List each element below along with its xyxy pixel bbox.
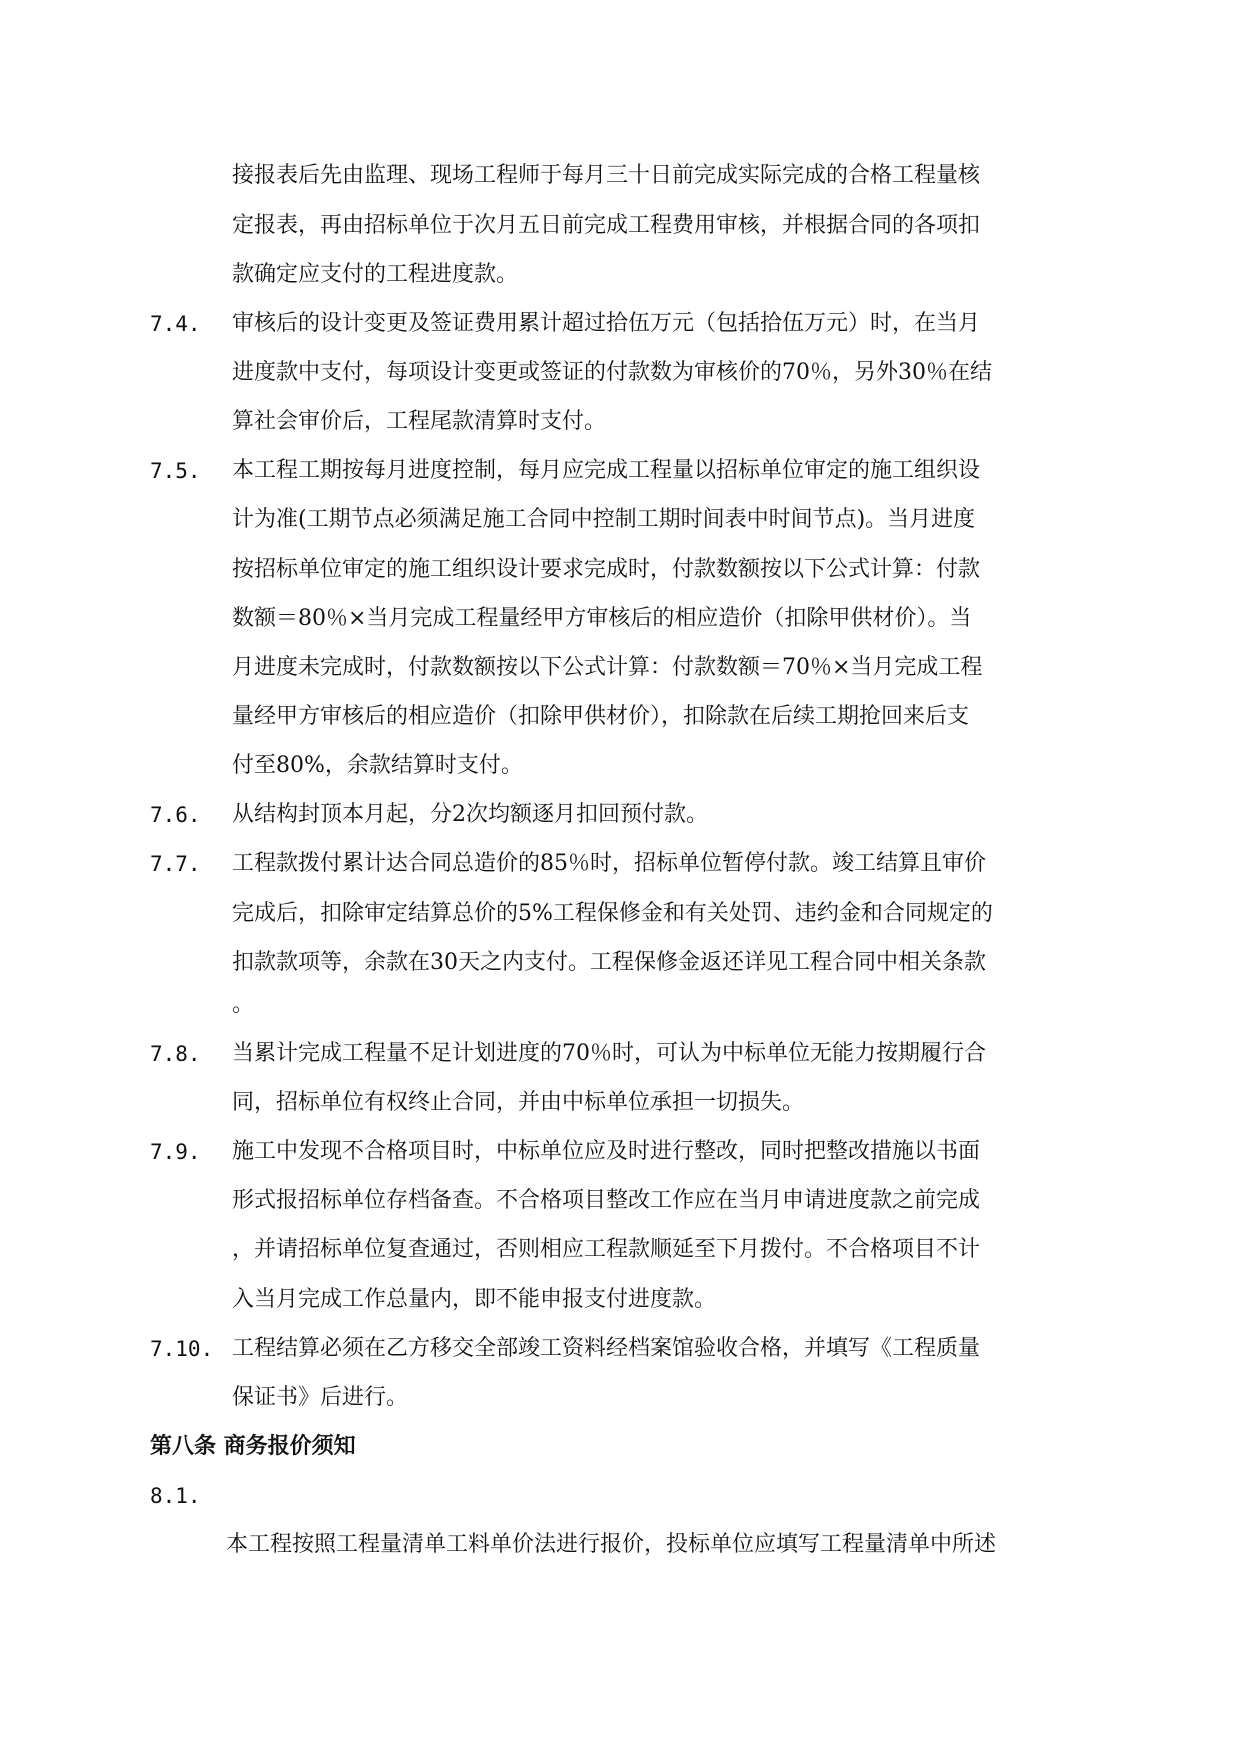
- clause-text-line: 月进度未完成时，付款数额按以下公式计算：付款数额＝70％×当月完成工程: [232, 655, 983, 680]
- clause-text-line: 算社会审价后，工程尾款清算时支付。: [232, 409, 607, 434]
- clause-text-line: 数额＝80％×当月完成工程量经甲方审核后的相应造价（扣除甲供材价）。当: [232, 606, 972, 631]
- clause-text-line: 计为准(工期节点必须满足施工合同中控制工期时间表中时间节点)。当月进度: [232, 507, 976, 532]
- clause-text-line: 同，招标单位有权终止合同，并由中标单位承担一切损失。: [232, 1090, 805, 1115]
- clause-number: 7.6.: [150, 803, 201, 827]
- section-heading: 第八条 商务报价须知: [150, 1434, 356, 1459]
- clause-number: 7.10.: [150, 1337, 214, 1361]
- clause-text-line: 付至80%，余款结算时支付。: [232, 753, 523, 778]
- clause-text-line: 本工程按照工程量清单工料单价法进行报价，投标单位应填写工程量清单中所述: [226, 1532, 997, 1557]
- clause-text-line: 。: [232, 992, 255, 1017]
- clause-text-line: 按招标单位审定的施工组织设计要求完成时，付款数额按以下公式计算：付款: [232, 557, 981, 582]
- clause-text-line: 保证书》后进行。: [232, 1385, 409, 1410]
- clause-text-line: 工程结算必须在乙方移交全部竣工资料经档案馆验收合格，并填写《工程质量: [232, 1336, 981, 1361]
- clause-number: 8.1.: [150, 1484, 201, 1508]
- clause-text-line: 入当月完成工作总量内，即不能申报支付进度款。: [232, 1287, 717, 1312]
- intro-line: 定报表，再由招标单位于次月五日前完成工程费用审核，并根据合同的各项扣: [232, 213, 981, 238]
- clause-number: 7.8.: [150, 1042, 201, 1066]
- clause-text-line: 形式报招标单位存档备查。不合格项目整改工作应在当月申请进度款之前完成: [232, 1188, 981, 1213]
- clause-number: 7.9.: [150, 1140, 201, 1164]
- clause-number: 7.5.: [150, 459, 201, 483]
- intro-line: 款确定应支付的工程进度款。: [232, 262, 519, 287]
- clause-text-line: 审核后的设计变更及签证费用累计超过拾伍万元（包括拾伍万元）时，在当月: [232, 311, 981, 336]
- clause-text-line: 量经甲方审核后的相应造价（扣除甲供材价），扣除款在后续工期抢回来后支: [232, 704, 970, 729]
- clause-number: 7.4.: [150, 312, 201, 336]
- clause-text-line: 施工中发现不合格项目时，中标单位应及时进行整改，同时把整改措施以书面: [232, 1139, 981, 1164]
- clause-text-line: 完成后，扣除审定结算总价的5%工程保修金和有关处罚、违约金和合同规定的: [232, 901, 993, 926]
- clause-text-line: ，并请招标单位复查通过，否则相应工程款顺延至下月拨付。不合格项目不计: [232, 1237, 981, 1262]
- intro-line: 接报表后先由监理、现场工程师于每月三十日前完成实际完成的合格工程量核: [232, 163, 981, 188]
- clause-text-line: 本工程工期按每月进度控制，每月应完成工程量以招标单位审定的施工组织设: [232, 458, 981, 483]
- clause-text-line: 从结构封顶本月起，分2次均额逐月扣回预付款。: [232, 802, 708, 827]
- clause-text-line: 进度款中支付，每项设计变更或签证的付款数为审核价的70％，另外30％在结: [232, 360, 992, 385]
- clause-text-line: 当累计完成工程量不足计划进度的70％时，可认为中标单位无能力按期履行合: [232, 1041, 986, 1066]
- clause-text-line: 工程款拨付累计达合同总造价的85％时，招标单位暂停付款。竣工结算且审价: [232, 851, 986, 876]
- clause-number: 7.7.: [150, 852, 201, 876]
- clause-text-line: 扣款款项等，余款在30天之内支付。工程保修金返还详见工程合同中相关条款: [232, 950, 986, 975]
